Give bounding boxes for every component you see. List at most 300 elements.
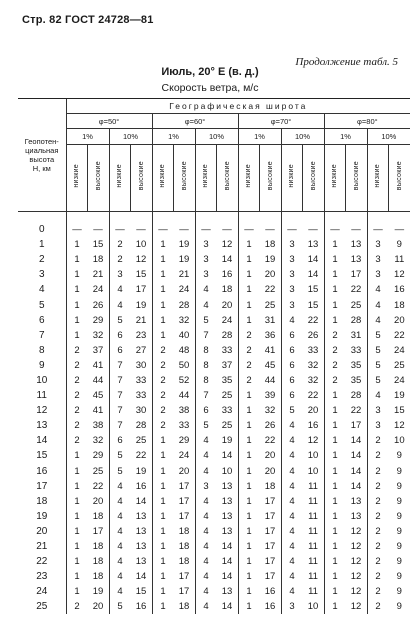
value-cell: 6 — [281, 358, 303, 373]
value-cell: 6 — [281, 328, 303, 343]
value-cell: 11 — [308, 525, 318, 537]
value-cell: 10 — [394, 435, 405, 447]
value-cell: 2 — [367, 599, 389, 614]
value-cell: 32 — [92, 435, 104, 447]
value-cell: 2 — [66, 403, 88, 418]
value-cell: 6 — [281, 388, 303, 403]
value-cell: 1 — [324, 313, 346, 328]
value-cell: 27 — [135, 344, 147, 356]
value-cell: 35 — [350, 359, 362, 371]
table-row — [18, 418, 410, 433]
value-cell: 5 — [195, 313, 217, 328]
value-cell: 25 — [135, 435, 147, 447]
value-cell: 5 — [109, 464, 131, 479]
value-cell: 10 — [307, 450, 319, 462]
value-cell: 12 — [350, 525, 362, 537]
table-row — [18, 584, 410, 599]
value-cell: — — [351, 224, 361, 236]
percentile-header: 1% — [238, 129, 281, 145]
value-cell: 14 — [350, 465, 362, 477]
value-cell: 4 — [109, 524, 131, 539]
value-cell: 9 — [396, 480, 402, 492]
table-row — [18, 599, 410, 614]
value-cell: 2 — [238, 343, 260, 358]
height-column-header — [18, 99, 66, 212]
value-cell: 4 — [195, 539, 217, 554]
value-cell: 24 — [178, 450, 190, 462]
value-cell: 2 — [367, 554, 389, 569]
value-cell: 18 — [394, 299, 405, 311]
value-cell: — — [93, 224, 103, 236]
value-cell: 2 — [66, 343, 88, 358]
value-cell: 17 — [178, 495, 190, 507]
value-cell: 25 — [350, 299, 362, 311]
low-column-header — [195, 145, 217, 212]
value-cell: 17 — [264, 541, 276, 553]
table-row — [18, 343, 410, 358]
value-cell: 3 — [195, 479, 217, 494]
value-cell: 17 — [264, 556, 276, 568]
value-cell: 2 — [152, 418, 174, 433]
value-cell: 17 — [350, 269, 362, 281]
value-cell: 12 — [350, 541, 362, 553]
value-cell: — — [324, 222, 346, 237]
value-cell: 2 — [367, 539, 389, 554]
value-cell: 21 — [135, 314, 147, 326]
value-cell: 22 — [307, 390, 319, 402]
height-cell: 2 — [38, 254, 45, 266]
value-cell: 1 — [238, 448, 260, 463]
value-cell: 1 — [324, 388, 346, 403]
value-cell: 24 — [394, 374, 405, 386]
height-cell: 11 — [36, 390, 47, 402]
value-cell: 32 — [307, 359, 319, 371]
high-column-header — [303, 145, 325, 212]
value-cell: 2 — [66, 418, 88, 433]
value-cell: 1 — [66, 554, 88, 569]
value-cell: 1 — [66, 539, 88, 554]
value-cell: 25 — [221, 420, 233, 432]
height-cell: 6 — [38, 314, 45, 326]
value-cell: 1 — [238, 252, 260, 267]
value-cell: 1 — [66, 479, 88, 494]
value-cell: 1 — [66, 328, 88, 343]
value-cell: 4 — [195, 448, 217, 463]
value-cell: 4 — [281, 479, 303, 494]
high-label: высокие — [266, 160, 274, 191]
value-cell: 4 — [195, 282, 217, 297]
value-cell: 10 — [307, 465, 319, 477]
table-row — [18, 313, 410, 328]
value-cell: 19 — [264, 254, 276, 266]
value-cell: 19 — [394, 390, 405, 402]
value-cell: 1 — [324, 418, 346, 433]
value-cell: 9 — [396, 601, 402, 613]
value-cell: 11 — [394, 254, 405, 266]
value-cell: 2 — [367, 569, 389, 584]
value-cell: 18 — [92, 571, 104, 583]
value-cell: 1 — [152, 584, 174, 599]
value-cell: 1 — [66, 584, 88, 599]
value-cell: 4 — [195, 494, 217, 509]
value-cell: 14 — [221, 601, 233, 613]
low-column-header — [109, 145, 131, 212]
high-label: высокие — [309, 160, 317, 191]
value-cell: 1 — [238, 464, 260, 479]
value-cell: 45 — [264, 359, 276, 371]
value-cell: 39 — [264, 390, 276, 402]
value-cell: 6 — [109, 433, 131, 448]
value-cell: 11 — [308, 556, 318, 568]
table-row — [18, 554, 410, 569]
value-cell: 9 — [396, 586, 402, 598]
value-cell: 18 — [92, 556, 104, 568]
percentile-header: 1% — [66, 129, 109, 145]
value-cell: 17 — [92, 525, 104, 537]
value-cell: 14 — [221, 450, 233, 462]
value-cell: 3 — [281, 267, 303, 282]
value-cell: 26 — [264, 420, 276, 432]
value-cell: 20 — [264, 450, 276, 462]
value-cell: 1 — [324, 524, 346, 539]
value-cell: 4 — [109, 282, 131, 297]
value-cell: 1 — [324, 509, 346, 524]
value-cell: 20 — [92, 601, 104, 613]
value-cell: 14 — [307, 254, 319, 266]
value-cell: 1 — [152, 433, 174, 448]
value-cell: 1 — [152, 252, 174, 267]
value-cell: 1 — [66, 252, 88, 267]
value-cell: 8 — [195, 373, 217, 388]
value-cell: 10 — [221, 465, 233, 477]
value-cell: 44 — [92, 374, 104, 386]
value-cell: 1 — [66, 494, 88, 509]
value-cell: 22 — [394, 329, 405, 341]
value-cell: — — [136, 224, 146, 236]
value-cell: 1 — [324, 252, 346, 267]
value-cell: 16 — [264, 586, 276, 598]
height-cell: 4 — [38, 284, 45, 296]
value-cell: 48 — [178, 344, 190, 356]
value-cell: 14 — [221, 556, 233, 568]
value-cell: 1 — [324, 494, 346, 509]
value-cell: 2 — [66, 599, 88, 614]
value-cell: 31 — [350, 329, 362, 341]
value-cell: 28 — [135, 420, 147, 432]
value-cell: 24 — [394, 344, 405, 356]
value-cell: 3 — [109, 267, 131, 282]
value-cell: 4 — [109, 297, 131, 312]
value-cell: 33 — [350, 344, 362, 356]
value-cell: 3 — [367, 267, 389, 282]
value-cell: 25 — [221, 390, 233, 402]
value-cell: — — [238, 222, 260, 237]
value-cell: 14 — [307, 269, 319, 281]
low-label: низкие — [73, 163, 81, 188]
low-column-header — [367, 145, 389, 212]
value-cell: 18 — [178, 541, 190, 553]
height-cell: 9 — [38, 359, 45, 371]
value-cell: 18 — [92, 254, 104, 266]
value-cell: 13 — [350, 510, 362, 522]
value-cell: 38 — [178, 405, 190, 417]
height-cell: 24 — [36, 586, 48, 598]
value-cell: 4 — [195, 464, 217, 479]
value-cell: 28 — [350, 390, 362, 402]
value-cell: 9 — [396, 510, 402, 522]
height-cell: 18 — [36, 495, 48, 507]
value-cell: 18 — [264, 480, 276, 492]
value-cell: 24 — [92, 284, 104, 296]
value-cell: 22 — [264, 284, 276, 296]
value-cell: 5 — [281, 403, 303, 418]
value-cell: 5 — [367, 358, 389, 373]
value-cell: 32 — [178, 314, 190, 326]
high-column-header — [88, 145, 110, 212]
table-row — [18, 524, 410, 539]
value-cell: 1 — [152, 267, 174, 282]
value-cell: 1 — [324, 282, 346, 297]
value-cell: 20 — [264, 465, 276, 477]
value-cell: 4 — [109, 509, 131, 524]
value-cell: 1 — [324, 554, 346, 569]
value-cell: 1 — [324, 448, 346, 463]
value-cell: 1 — [66, 524, 88, 539]
value-cell: 13 — [135, 556, 147, 568]
value-cell: 3 — [367, 252, 389, 267]
value-cell: 1 — [238, 403, 260, 418]
continuation-note: Продолжение табл. 5 — [295, 56, 398, 68]
value-cell: 3 — [281, 282, 303, 297]
value-cell: 1 — [324, 479, 346, 494]
value-cell: 1 — [238, 584, 260, 599]
value-cell: 2 — [324, 358, 346, 373]
value-cell: 1 — [238, 599, 260, 614]
value-cell: 1 — [152, 297, 174, 312]
value-cell: 1 — [66, 509, 88, 524]
height-cell: 21 — [36, 541, 48, 553]
value-cell: 15 — [394, 405, 405, 417]
value-cell: 15 — [307, 284, 319, 296]
value-cell: 2 — [367, 433, 389, 448]
value-cell: 4 — [109, 584, 131, 599]
value-cell: 14 — [221, 541, 233, 553]
value-cell: 37 — [92, 344, 104, 356]
low-column-header — [66, 145, 88, 212]
value-cell: 1 — [238, 539, 260, 554]
value-cell: 3 — [281, 252, 303, 267]
value-cell: 5 — [367, 373, 389, 388]
value-cell: 1 — [152, 313, 174, 328]
height-cell: 10 — [36, 374, 48, 386]
value-cell: 18 — [178, 601, 190, 613]
value-cell: 1 — [66, 448, 88, 463]
high-label: высокие — [396, 160, 404, 191]
value-cell: 41 — [92, 405, 104, 417]
value-cell: 11 — [308, 541, 318, 553]
value-cell: 4 — [281, 418, 303, 433]
latitude-60-header: φ=60° — [152, 114, 238, 129]
value-cell: 9 — [396, 571, 402, 583]
value-cell: 4 — [281, 433, 303, 448]
value-cell: 24 — [221, 314, 233, 326]
value-cell: 4 — [281, 524, 303, 539]
value-cell: 4 — [195, 524, 217, 539]
table-row — [18, 448, 410, 463]
value-cell: 5 — [109, 313, 131, 328]
value-cell: 17 — [178, 480, 190, 492]
value-cell: 12 — [394, 420, 405, 432]
value-cell: 22 — [264, 435, 276, 447]
value-cell: 22 — [307, 314, 319, 326]
value-cell: 2 — [152, 388, 174, 403]
value-cell: 13 — [221, 495, 233, 507]
value-cell: 16 — [307, 420, 319, 432]
value-cell: 1 — [152, 494, 174, 509]
value-cell: 17 — [264, 525, 276, 537]
value-cell: 17 — [178, 586, 190, 598]
page-header: Стр. 82 ГОСТ 24728—81 — [22, 14, 154, 26]
table-row — [18, 494, 410, 509]
value-cell: 29 — [178, 435, 190, 447]
value-cell: 14 — [350, 450, 362, 462]
value-cell: 6 — [109, 343, 131, 358]
value-cell: 2 — [238, 373, 260, 388]
value-cell: 11 — [308, 571, 318, 583]
value-cell: — — [152, 222, 174, 237]
value-cell: 7 — [195, 388, 217, 403]
high-column-header — [346, 145, 368, 212]
table-row — [18, 297, 410, 312]
value-cell: 18 — [178, 556, 190, 568]
table-row — [18, 569, 410, 584]
height-cell: 23 — [36, 571, 48, 583]
height-cell: 22 — [36, 556, 48, 568]
value-cell: 4 — [367, 282, 389, 297]
value-cell: 19 — [92, 586, 104, 598]
value-cell: 7 — [109, 358, 131, 373]
value-cell: 35 — [350, 374, 362, 386]
value-cell: 4 — [367, 313, 389, 328]
value-cell: 11 — [308, 510, 318, 522]
low-label: низкие — [331, 163, 339, 188]
value-cell: 1 — [238, 313, 260, 328]
high-label: высокие — [223, 160, 231, 191]
value-cell: 2 — [66, 388, 88, 403]
value-cell: 1 — [324, 464, 346, 479]
value-cell: 25 — [394, 359, 405, 371]
value-cell: 1 — [324, 569, 346, 584]
value-cell: 3 — [195, 237, 217, 252]
value-cell: 1 — [66, 282, 88, 297]
value-cell: 17 — [264, 571, 276, 583]
value-cell: 1 — [152, 554, 174, 569]
value-cell: 19 — [135, 465, 147, 477]
value-cell: 4 — [281, 539, 303, 554]
value-cell: 1 — [66, 297, 88, 312]
high-label: высокие — [180, 160, 188, 191]
value-cell: 45 — [92, 390, 104, 402]
value-cell: 2 — [367, 448, 389, 463]
value-cell: 14 — [221, 254, 233, 266]
value-cell: 24 — [178, 284, 190, 296]
table-subtitle: Скорость ветра, м/с — [161, 82, 259, 94]
value-cell: 12 — [350, 586, 362, 598]
value-cell: 2 — [152, 343, 174, 358]
latitude-70-header: φ=70° — [238, 114, 324, 129]
wind-speed-table — [18, 98, 410, 614]
value-cell: 1 — [152, 328, 174, 343]
value-cell: 20 — [92, 495, 104, 507]
high-label: высокие — [137, 160, 145, 191]
value-cell: 2 — [324, 343, 346, 358]
value-cell: — — [222, 224, 232, 236]
value-cell: 12 — [135, 254, 147, 266]
value-cell: — — [394, 224, 405, 236]
value-cell: 1 — [238, 297, 260, 312]
value-cell: 32 — [307, 374, 319, 386]
height-cell: 15 — [36, 450, 48, 462]
value-cell: 1 — [324, 584, 346, 599]
value-cell: 41 — [264, 344, 276, 356]
value-cell: 11 — [308, 480, 318, 492]
value-cell: 5 — [367, 328, 389, 343]
value-cell: 17 — [135, 284, 147, 296]
value-cell: 10 — [135, 239, 147, 251]
value-cell: 26 — [307, 329, 319, 341]
height-cell: 1 — [38, 239, 45, 251]
value-cell: 2 — [238, 328, 260, 343]
table-row — [18, 252, 410, 267]
value-cell: 1 — [66, 313, 88, 328]
value-cell: 4 — [109, 479, 131, 494]
value-cell: 20 — [221, 299, 233, 311]
value-cell: 16 — [264, 601, 276, 613]
table-row — [18, 388, 410, 403]
height-cell: 5 — [38, 299, 45, 311]
value-cell: 1 — [152, 237, 174, 252]
value-cell: — — [179, 224, 189, 236]
value-cell: — — [195, 222, 217, 237]
value-cell: 1 — [66, 464, 88, 479]
value-cell: 8 — [195, 358, 217, 373]
value-cell: 9 — [396, 495, 402, 507]
value-cell: 21 — [92, 269, 104, 281]
value-cell: 4 — [195, 599, 217, 614]
value-cell: 33 — [178, 420, 190, 432]
low-label: низкие — [374, 163, 382, 188]
value-cell: 20 — [178, 465, 190, 477]
value-cell: 19 — [221, 435, 233, 447]
value-cell: 28 — [221, 329, 233, 341]
value-cell: 4 — [367, 297, 389, 312]
value-cell: 1 — [238, 433, 260, 448]
value-cell: 29 — [92, 314, 104, 326]
height-cell: 17 — [36, 480, 48, 492]
value-cell: 2 — [367, 524, 389, 539]
value-cell: 1 — [238, 509, 260, 524]
value-cell: 1 — [152, 282, 174, 297]
value-cell: 12 — [221, 239, 233, 251]
value-cell: 4 — [195, 584, 217, 599]
value-cell: 5 — [367, 343, 389, 358]
value-cell: 2 — [152, 403, 174, 418]
value-cell: 7 — [109, 388, 131, 403]
value-cell: 4 — [195, 554, 217, 569]
value-cell: 1 — [238, 388, 260, 403]
low-label: низкие — [288, 163, 296, 188]
value-cell: 25 — [264, 299, 276, 311]
